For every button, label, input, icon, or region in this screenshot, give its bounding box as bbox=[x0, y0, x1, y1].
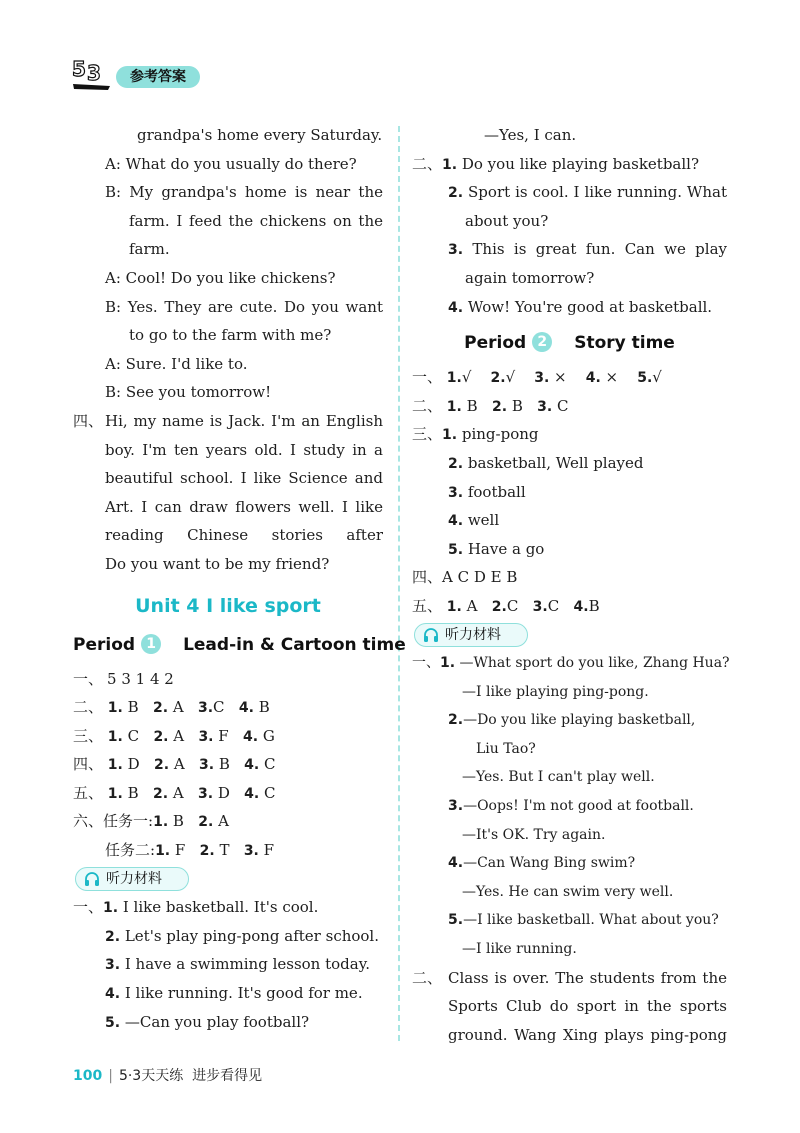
listening-line: 4. I like running. It's good for me. bbox=[105, 984, 363, 1003]
dialogue-line: B: See you tomorrow! bbox=[105, 383, 272, 402]
answer-row: 二、 1. B 2. A 3.C 4. B bbox=[73, 698, 270, 717]
series-name: 5·3天天练 bbox=[118, 1068, 184, 1084]
svg-text:3: 3 bbox=[87, 61, 101, 85]
answer-row: 一、 5 3 1 4 2 bbox=[73, 669, 174, 688]
section-3-line: 5. Have a go bbox=[448, 539, 545, 558]
listening-passage-line: 二、 Class is over. The students from the bbox=[412, 964, 727, 993]
answer-row: 四、A C D E B bbox=[412, 568, 518, 587]
section-3-line: 2. basketball, Well played bbox=[448, 453, 644, 472]
answer-row: 三、 1. C 2. A 3. F 4. G bbox=[73, 726, 275, 745]
listening-line: —I like running. bbox=[462, 941, 577, 958]
listening-passage-line: ground. Wang Xing plays ping-pong bbox=[448, 1025, 727, 1044]
answer-row: 六、任务一:1. B 2. A bbox=[73, 812, 229, 831]
listening-line: —Yes. He can swim very well. bbox=[462, 883, 674, 900]
answer-row: 一、 1.√ 2.√ 3. × 4. × 5.√ bbox=[412, 368, 662, 387]
listening-line: 5.—I like basketball. What about you? bbox=[448, 912, 719, 929]
answer-key-tab: 参考答案 bbox=[116, 66, 200, 88]
section-3-line: 3. football bbox=[448, 482, 526, 501]
period-heading: Period 1 Lead-in & Cartoon time bbox=[73, 634, 406, 655]
headphones-icon bbox=[423, 627, 439, 643]
section-4-line: 四、 Hi, my name is Jack. I'm an English bbox=[73, 407, 383, 436]
section-2-line: 二、1. Do you like playing basketball? bbox=[412, 154, 700, 173]
page-number: 100 bbox=[73, 1068, 103, 1084]
dialogue-line: —Yes, I can. bbox=[484, 126, 577, 144]
listening-line: 2.—Do you like playing basketball, bbox=[448, 712, 696, 729]
section-2-line: 4. Wow! You're good at basketball. bbox=[448, 297, 713, 316]
answer-row: 五、 1. A 2.C 3.C 4.B bbox=[412, 596, 600, 615]
headphones-icon bbox=[84, 871, 100, 887]
listening-line: —It's OK. Try again. bbox=[462, 826, 606, 843]
section-4-line: reading Chinese stories after bbox=[105, 526, 383, 545]
listening-line: 2. Let's play ping-pong after school. bbox=[105, 926, 380, 945]
slogan: 进步看得见 bbox=[192, 1068, 263, 1084]
answer-row: 五、 1. B 2. A 3. D 4. C bbox=[73, 783, 276, 802]
svg-text:5: 5 bbox=[72, 57, 86, 81]
left-column bbox=[73, 121, 406, 1036]
section-2-line: about you? bbox=[465, 211, 549, 230]
dialogue-line: B: Yes. They are cute. Do you want bbox=[105, 297, 383, 316]
period-title: Story time bbox=[574, 333, 675, 354]
listening-line: 3.—Oops! I'm not good at football. bbox=[448, 798, 694, 815]
dialogue-line: A: Cool! Do you like chickens? bbox=[105, 268, 336, 287]
answer-row: 四、 1. D 2. A 3. B 4. C bbox=[73, 755, 276, 774]
listening-line: 4.—Can Wang Bing swim? bbox=[448, 855, 636, 872]
listening-line: 一、1. I like basketball. It's cool. bbox=[73, 898, 319, 917]
dialogue-line: A: What do you usually do there? bbox=[105, 154, 357, 173]
dialogue-line: B: My grandpa's home is near the bbox=[105, 183, 383, 202]
period-title: Lead-in & Cartoon time bbox=[183, 634, 406, 655]
section-2-line: 2. Sport is cool. I like running. What bbox=[448, 183, 727, 202]
period-number-badge: 1 bbox=[141, 634, 161, 654]
column-divider bbox=[398, 126, 400, 1041]
section-label: 四、 bbox=[73, 411, 104, 430]
listening-line: —I like playing ping-pong. bbox=[462, 683, 649, 700]
section-3-line: 4. well bbox=[448, 511, 500, 530]
answer-row: 任务二:1. F 2. T 3. F bbox=[105, 841, 275, 860]
dialogue-line: to go to the farm with me? bbox=[129, 326, 332, 345]
section-4-line: Do you want to be my friend? bbox=[105, 554, 330, 573]
listening-passage-line: Sports Club do sport in the sports bbox=[448, 997, 727, 1016]
section-2-line: 3. This is great fun. Can we play bbox=[448, 240, 727, 259]
dialogue-line: A: Sure. I'd like to. bbox=[105, 354, 248, 373]
section-4-line: beautiful school. I like Science and bbox=[105, 469, 383, 488]
listening-line: 5. —Can you play football? bbox=[105, 1012, 310, 1031]
listening-line: Liu Tao? bbox=[476, 740, 536, 757]
right-column bbox=[412, 121, 730, 1049]
dialogue-line: farm. I feed the chickens on the bbox=[129, 211, 383, 230]
answer-row: 二、 1. B 2. B 3. C bbox=[412, 396, 569, 415]
section-4-line: boy. I'm ten years old. I study in a bbox=[105, 440, 383, 459]
dialogue-line: farm. bbox=[129, 240, 170, 259]
page-footer: 100 | 5·3天天练 进步看得见 bbox=[73, 1068, 263, 1084]
listening-line: —Yes. But I can't play well. bbox=[462, 769, 655, 786]
section-2-line: again tomorrow? bbox=[465, 268, 595, 287]
section-label: 二、 bbox=[412, 968, 443, 987]
listening-line: 一、1. —What sport do you like, Zhang Hua? bbox=[412, 655, 730, 672]
series-logo bbox=[70, 56, 116, 92]
listening-material-tag: 听力材料 bbox=[412, 621, 727, 650]
listening-line: 3. I have a swimming lesson today. bbox=[105, 955, 370, 974]
period-number-badge: 2 bbox=[532, 332, 552, 352]
unit-title: Unit 4 I like sport bbox=[135, 594, 321, 617]
period-heading: Period 2 Story time bbox=[464, 333, 675, 354]
dialogue-line: grandpa's home every Saturday. bbox=[137, 126, 383, 144]
listening-material-tag: 听力材料 bbox=[73, 865, 383, 894]
section-3-line: 三、1. ping-pong bbox=[412, 425, 539, 444]
section-4-line: Art. I can draw flowers well. I like bbox=[105, 497, 383, 516]
